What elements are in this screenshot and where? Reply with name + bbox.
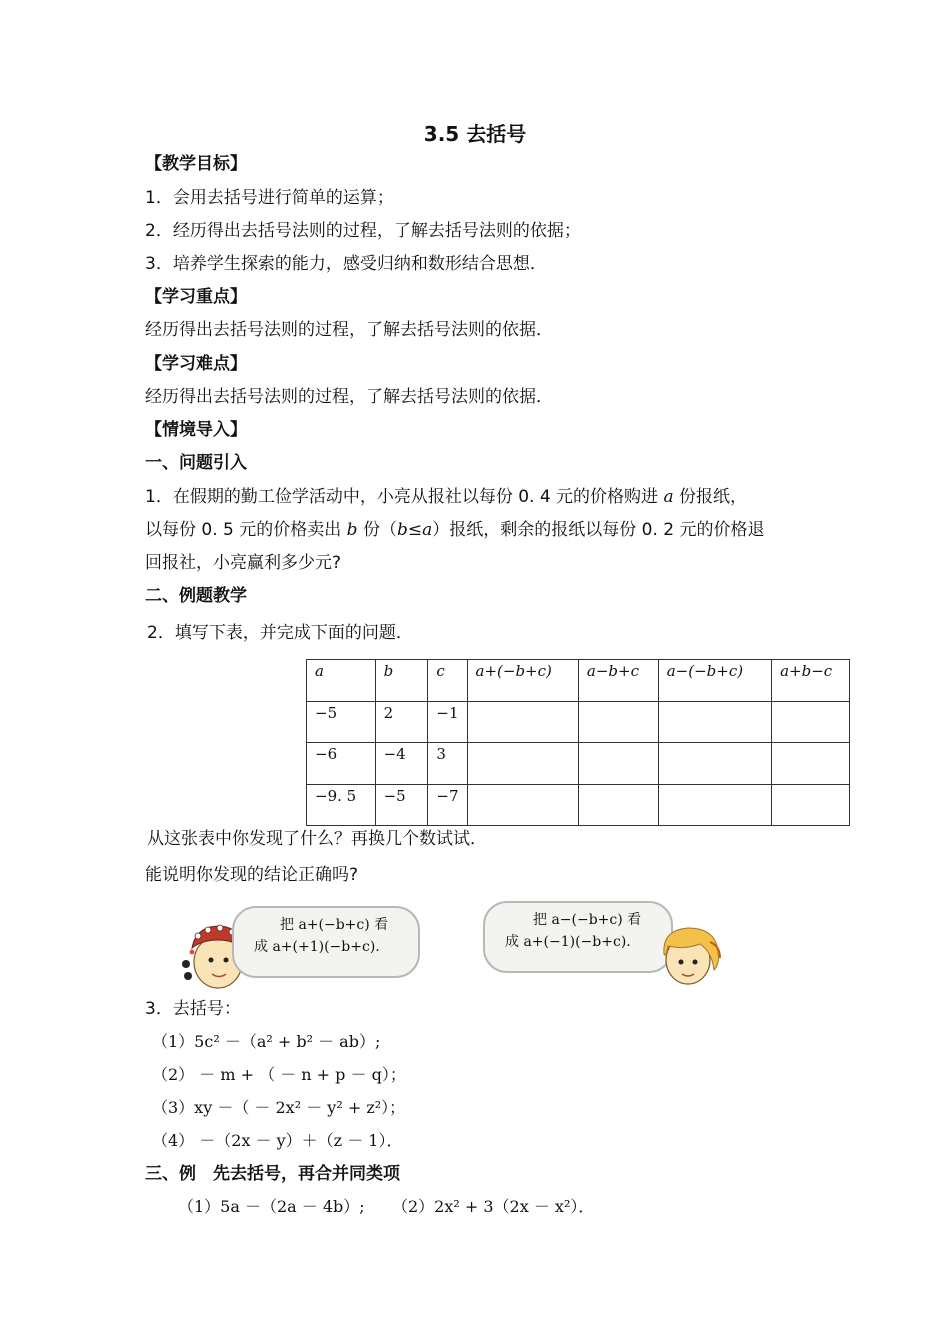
problem3-item: （1）5c² －（a² + b² － ab）; — [152, 1032, 381, 1051]
table-cell: −9. 5 — [307, 784, 376, 826]
key-points-text: 经历得出去括号法则的过程，了解去括号法则的依据． — [145, 320, 553, 340]
table-cell — [772, 784, 850, 826]
table-cell — [772, 701, 850, 743]
table-cell — [772, 743, 850, 785]
table-row — [307, 784, 850, 826]
table-cell: −7 — [428, 784, 467, 826]
objective-item: 2．经历得出去括号法则的过程，了解去括号法则的依据； — [145, 221, 581, 241]
left-bubble-line2: 成 a+(+1)(−b+c). — [254, 939, 380, 955]
problem1-line1: 1．在假期的勤工俭学活动中，小亮从报社以每份 0. 4 元的价格购进 a 份报纸， — [145, 487, 748, 507]
table-header-cell: a+b−c — [772, 660, 850, 702]
table-header-cell: a — [307, 660, 376, 702]
objective-item: 1．会用去括号进行简单的运算； — [145, 188, 394, 208]
table-header-row — [307, 660, 850, 702]
section2-heading: 二、例题教学 — [145, 586, 247, 606]
objectives-heading: 【教学目标】 — [145, 154, 247, 174]
table-cell: 2 — [375, 701, 428, 743]
problem3-heading: 3．去括号： — [145, 999, 241, 1019]
table-cell: −6 — [307, 743, 376, 785]
key-points-heading: 【学习重点】 — [145, 287, 247, 307]
table-cell: −5 — [307, 701, 376, 743]
girl-cartoon-icon — [654, 924, 726, 988]
table-cell: −1 — [428, 701, 467, 743]
table-cell — [658, 784, 771, 826]
example-item-1: （1）5a －（2a － 4b）; — [178, 1197, 365, 1216]
table-cell — [658, 701, 771, 743]
fill-in-table — [306, 659, 850, 826]
page-title: 3.5 去括号 — [423, 122, 527, 146]
table-cell — [578, 743, 658, 785]
table-cell: −5 — [375, 784, 428, 826]
question-text: 能说明你发现的结论正确吗? — [145, 865, 359, 885]
table-cell — [467, 701, 578, 743]
section3-heading: 三、例 先去括号，再合并同类项 — [145, 1164, 400, 1184]
section1-heading: 一、问题引入 — [145, 453, 247, 473]
problem2-text: 2．填写下表，并完成下面的问题． — [147, 623, 413, 643]
table-header-cell: a−b+c — [578, 660, 658, 702]
difficulties-text: 经历得出去括号法则的过程，了解去括号法则的依据． — [145, 387, 553, 407]
right-bubble-line1: 把 a−(−b+c) 看 — [533, 912, 642, 928]
right-bubble-line2: 成 a+(−1)(−b+c). — [505, 934, 631, 950]
left-speech-bubble — [232, 906, 420, 978]
after-table-text: 从这张表中你发现了什么？再换几个数试试． — [147, 829, 487, 849]
table-cell — [467, 743, 578, 785]
example-item-2: （2）2x² + 3（2x － x²）． — [392, 1197, 595, 1216]
table-row — [307, 701, 850, 743]
problem3-item: （3）xy －（ － 2x² － y² + z²）； — [152, 1098, 406, 1117]
table-cell — [467, 784, 578, 826]
table-header-cell: a+(−b+c) — [467, 660, 578, 702]
intro-heading: 【情境导入】 — [145, 420, 247, 440]
table-cell: 3 — [428, 743, 467, 785]
table-header-cell: c — [428, 660, 467, 702]
problem3-item: （2） － m + （ － n + p － q）； — [152, 1065, 406, 1084]
table-cell: −4 — [375, 743, 428, 785]
left-bubble-line1: 把 a+(−b+c) 看 — [280, 917, 389, 933]
table-cell — [658, 743, 771, 785]
difficulties-heading: 【学习难点】 — [145, 354, 247, 374]
table-row — [307, 743, 850, 785]
table-header-cell: a−(−b+c) — [658, 660, 771, 702]
right-speech-bubble — [483, 901, 673, 973]
table-cell — [578, 784, 658, 826]
table-cell — [578, 701, 658, 743]
problem1-line2: 以每份 0. 5 元的价格卖出 b 份（b≤a）报纸，剩余的报纸以每份 0. 2 元的价格退 — [145, 520, 765, 540]
problem1-line3: 回报社，小亮赢利多少元? — [145, 553, 342, 573]
objective-item: 3．培养学生探索的能力，感受归纳和数形结合思想． — [145, 254, 547, 274]
problem3-item: （4） －（2x － y）＋（z － 1）． — [152, 1131, 403, 1150]
table-header-cell: b — [375, 660, 428, 702]
